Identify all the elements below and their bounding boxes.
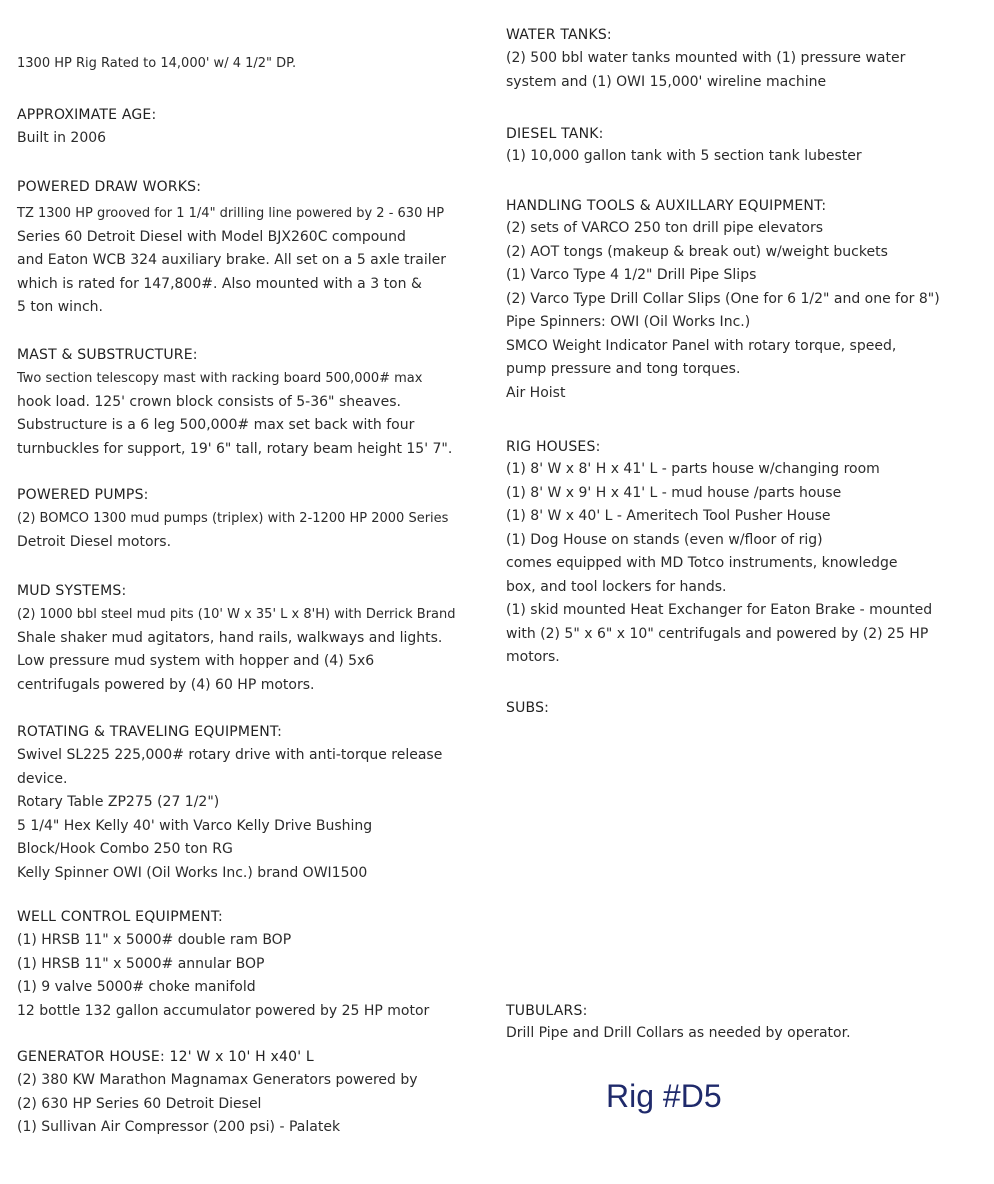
rotating-traveling-section [17,723,477,885]
section-line: box, and tool lockers for hands. [506,578,727,595]
draw-works-section [17,178,477,320]
section-line: Kelly Spinner OWI (Oil Works Inc.) brand OWI1500 [17,864,368,881]
section-line: (2) Varco Type Drill Collar Slips (One for 6 1/2" and one for 8") [506,290,940,307]
section-line: (1) Varco Type 4 1/2" Drill Pipe Slips [506,267,757,283]
rig-label: Rig #D5 [606,1078,722,1114]
section-line: (1) HRSB 11" x 5000# annular BOP [17,955,265,972]
tubulars-section [506,1002,976,1046]
section-line: motors. [506,649,560,665]
section-heading: WATER TANKS: [506,27,612,43]
section-line: hook load. 125' crown block consists of 5-36" sheaves. [17,393,401,410]
section-line: (1) 8' W x 40' L - Ameritech Tool Pusher House [506,508,831,524]
intro-section [17,52,477,76]
section-heading: TUBULARS: [506,1003,588,1019]
section-line: and Eaton WCB 324 auxiliary brake. All set on a 5 axle trailer [17,252,446,268]
handling-tools-section [506,197,976,405]
section-line: (1) 9 valve 5000# choke manifold [17,979,256,995]
section-heading: SUBS: [506,700,550,716]
rig-houses-section [506,438,976,670]
well-control-section [17,908,477,1023]
section-line: Drill Pipe and Drill Collars as needed by operator. [506,1025,851,1041]
section-line: 5 1/4" Hex Kelly 40' with Varco Kelly Drive Bushing [17,817,373,834]
section-line: (1) Dog House on stands (even w/floor of rig) [506,531,823,548]
section-line: SMCO Weight Indicator Panel with rotary torque, speed, [506,337,897,354]
section-line: centrifugals powered by (4) 60 HP motors. [17,676,315,693]
generator-house-section [17,1048,477,1140]
mud-systems-section [17,582,477,697]
section-line: (2) 1000 bbl steel mud pits (10' W x 35' L x 8'H) with Derrick Brand [17,607,456,622]
section-line: turnbuckles for support, 19' 6" tall, rotary beam height 15' 7". [17,440,453,457]
section-line: Air Hoist [506,384,566,401]
section-line: (1) 10,000 gallon tank with 5 section tank lubester [506,148,862,164]
section-line: comes equipped with MD Totco instruments, knowledge [506,555,898,571]
section-line: system and (1) OWI 15,000' wireline machine [506,73,827,90]
section-line: which is rated for 147,800#. Also mounted with a 3 ton & [17,275,422,292]
section-line: TZ 1300 HP grooved for 1 1/4" drilling line powered by 2 - 630 HP [17,206,445,221]
section-heading: RIG HOUSES: [506,439,601,455]
section-line: (1) 8' W x 9' H x 41' L - mud house /parts house [506,484,842,501]
section-heading: MUD SYSTEMS: [17,583,127,599]
section-heading: POWERED DRAW WORKS: [17,179,202,195]
section-line: Two section telescopy mast with racking board 500,000# max [17,371,423,386]
section-line: (1) HRSB 11" x 5000# double ram BOP [17,932,292,948]
section-line: (1) 8' W x 8' H x 41' L - parts house w/changing room [506,461,880,477]
section-line: with (2) 5" x 6" x 10" centrifugals and powered by (2) 25 HP [506,625,929,642]
water-tanks-section [506,26,976,94]
section-line: (2) 630 HP Series 60 Detroit Diesel [17,1095,262,1112]
section-line: (1) Sullivan Air Compressor (200 psi) - Palatek [17,1119,341,1135]
section-line: Block/Hook Combo 250 ton RG [17,841,233,857]
section-heading: WELL CONTROL EQUIPMENT: [17,909,223,925]
section-line: (2) BOMCO 1300 mud pumps (triplex) with 2-1200 HP 2000 Series [17,511,449,526]
subs-section [506,699,976,717]
section-heading: DIESEL TANK: [506,126,604,142]
section-heading: HANDLING TOOLS & AUXILLARY EQUIPMENT: [506,198,827,214]
section-heading: APPROXIMATE AGE: [17,107,157,123]
section-heading: POWERED PUMPS: [17,487,149,503]
intro-text: 1300 HP Rig Rated to 14,000' w/ 4 1/2" DP. [17,56,297,71]
section-line: (2) AOT tongs (makeup & break out) w/weight buckets [506,243,888,260]
section-heading: MAST & SUBSTRUCTURE: [17,347,198,363]
section-line: Series 60 Detroit Diesel with Model BJX260C compound [17,228,406,245]
section-line: Rotary Table ZP275 (27 1/2") [17,794,220,810]
section-line: pump pressure and tong torques. [506,361,741,377]
approximate-age-section [17,106,477,151]
section-line: (2) sets of VARCO 250 ton drill pipe elevators [506,220,824,236]
section-line: Substructure is a 6 leg 500,000# max set back with four [17,417,415,433]
section-line: Pipe Spinners: OWI (Oil Works Inc.) [506,314,751,330]
section-heading: ROTATING & TRAVELING EQUIPMENT: [17,724,283,740]
section-line: (2) 380 KW Marathon Magnamax Generators powered by [17,1072,418,1088]
section-line: 5 ton winch. [17,299,103,315]
section-line: Shale shaker mud agitators, hand rails, walkways and lights. [17,629,443,646]
section-line: Built in 2006 [17,130,107,146]
section-line: device. [17,770,68,787]
mast-substructure-section [17,346,477,461]
powered-pumps-section [17,486,477,554]
section-line: Detroit Diesel motors. [17,533,172,550]
section-line: 12 bottle 132 gallon accumulator powered by 25 HP motor [17,1002,430,1019]
section-heading: GENERATOR HOUSE: 12' W x 10' H x40' L [17,1049,314,1065]
section-line: Low pressure mud system with hopper and (4) 5x6 [17,653,375,669]
section-line: (2) 500 bbl water tanks mounted with (1) pressure water [506,50,906,66]
section-line: Swivel SL225 225,000# rotary drive with anti-torque release [17,747,443,763]
diesel-tank-section [506,125,976,169]
section-line: (1) skid mounted Heat Exchanger for Eaton Brake - mounted [506,602,933,618]
